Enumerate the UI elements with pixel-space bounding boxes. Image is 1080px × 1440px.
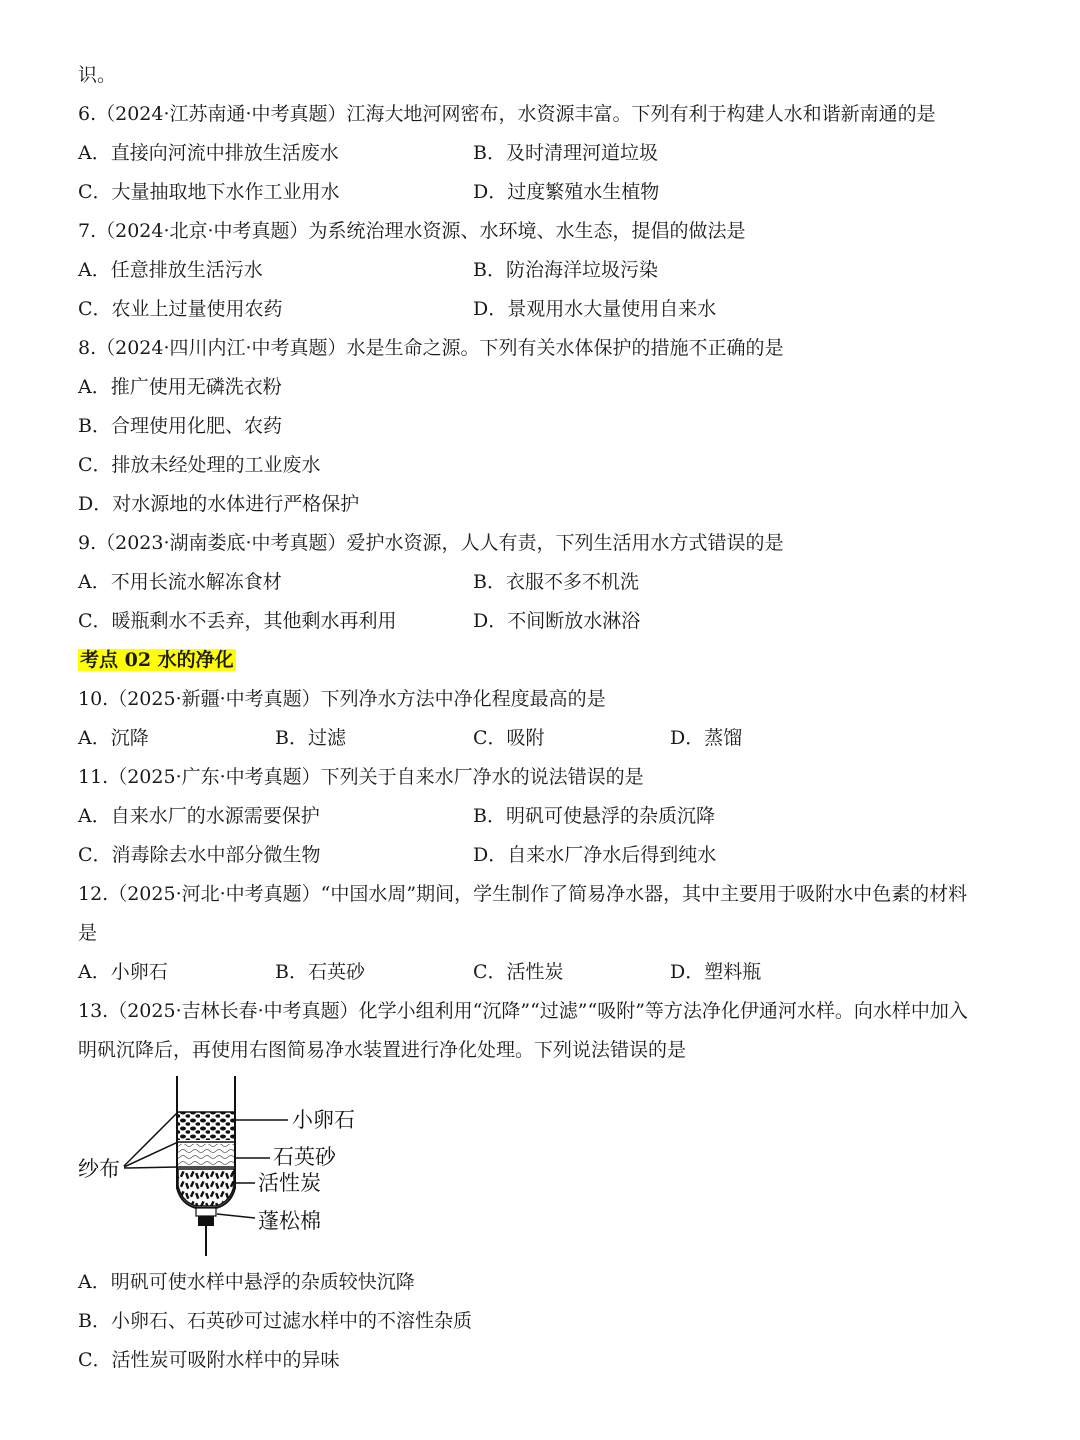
question-7-stem: 7.（2024·北京·中考真题）为系统治理水资源、水环境、水生态，提倡的做法是	[78, 220, 746, 242]
option-13a: A．明矾可使水样中悬浮的杂质较快沉降	[78, 1271, 415, 1293]
option-8a: A．推广使用无磷洗衣粉	[78, 376, 282, 398]
option-6c: C．大量抽取地下水作工业用水	[78, 181, 340, 203]
section-heading	[78, 648, 236, 672]
option-7a: A．任意排放生活污水	[78, 259, 263, 281]
cotton-layer	[196, 1208, 216, 1216]
option-10a: A．沉降	[78, 727, 149, 749]
quartz-sand-layer	[178, 1144, 234, 1166]
option-13b: B．小卵石、石英砂可过滤水样中的不溶性杂质	[78, 1310, 472, 1332]
option-6d: D．过度繁殖水生植物	[473, 181, 660, 203]
carbon-layer	[178, 1169, 234, 1206]
question-6-stem: 6.（2024·江苏南通·中考真题）江海大地河网密布，水资源丰富。下列有利于构建人水和谐新南通的是	[78, 103, 936, 125]
question-12-stem: 12.（2025·河北·中考真题）“中国水周”期间，学生制作了简易净水器，其中主要用于吸附水中色素的材料	[78, 883, 968, 905]
question-11-stem: 11.（2025·广东·中考真题）下列关于自来水厂净水的说法错误的是	[78, 766, 644, 788]
label-quartz-sand: 石英砂	[273, 1145, 336, 1169]
option-12a: A．小卵石	[78, 961, 168, 983]
option-8d: D．对水源地的水体进行严格保护	[78, 493, 360, 515]
option-11a: A．自来水厂的水源需要保护	[78, 805, 320, 827]
option-10d: D．蒸馏	[670, 727, 743, 749]
option-12c: C．活性炭	[473, 961, 564, 983]
option-10c: C．吸附	[473, 727, 545, 749]
option-12b: B．石英砂	[275, 961, 365, 983]
question-12-stem-cont: 是	[78, 922, 98, 944]
question-13-stem-cont: 明矾沉降后，再使用右图简易净水装置进行净化处理。下列说法错误的是	[78, 1039, 687, 1061]
label-cotton: 蓬松棉	[258, 1209, 321, 1233]
option-6a: A．直接向河流中排放生活废水	[78, 142, 339, 164]
option-11c: C．消毒除去水中部分微生物	[78, 844, 321, 866]
question-8-stem: 8.（2024·四川内江·中考真题）水是生命之源。下列有关水体保护的措施不正确的是	[78, 337, 784, 359]
option-7c: C．农业上过量使用农药	[78, 298, 283, 320]
water-purifier-diagram	[60, 1070, 380, 1260]
option-7b: B．防治海洋垃圾污染	[473, 259, 658, 281]
section-heading-text: 考点 02 水的净化	[80, 649, 234, 671]
option-7d: D．景观用水大量使用自来水	[473, 298, 717, 320]
option-11b: B．明矾可使悬浮的杂质沉降	[473, 805, 715, 827]
option-9c: C．暖瓶剩水不丢弃，其他剩水再利用	[78, 610, 397, 632]
option-12d: D．塑料瓶	[670, 961, 762, 983]
option-8b: B．合理使用化肥、农药	[78, 415, 282, 437]
label-activated-carbon: 活性炭	[258, 1171, 321, 1195]
option-9a: A．不用长流水解冻食材	[78, 571, 282, 593]
pebble-layer	[178, 1112, 234, 1140]
option-11d: D．自来水厂净水后得到纯水	[473, 844, 717, 866]
option-8c: C．排放未经处理的工业废水	[78, 454, 321, 476]
question-13-stem: 13.（2025·吉林长春·中考真题）化学小组利用“沉降”“过滤”“吸附”等方法净化伊通河水样。向水样中加入	[78, 1000, 968, 1022]
text-line: 识。	[78, 64, 117, 86]
option-13c: C．活性炭可吸附水样中的异味	[78, 1349, 340, 1371]
question-9-stem: 9.（2023·湖南娄底·中考真题）爱护水资源，人人有责，下列生活用水方式错误的是	[78, 532, 784, 554]
option-9b: B．衣服不多不机洗	[473, 571, 639, 593]
option-6b: B．及时清理河道垃圾	[473, 142, 658, 164]
label-pebble: 小卵石	[292, 1108, 355, 1132]
label-gauze: 纱布	[78, 1157, 120, 1181]
question-10-stem: 10.（2025·新疆·中考真题）下列净水方法中净化程度最高的是	[78, 688, 606, 710]
option-9d: D．不间断放水淋浴	[473, 610, 641, 632]
option-10b: B．过滤	[275, 727, 346, 749]
